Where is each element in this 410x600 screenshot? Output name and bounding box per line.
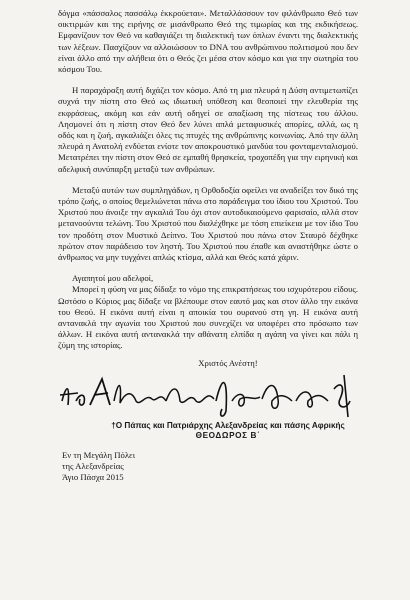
place-and-date: [62, 450, 358, 483]
letter-closing: Χριστός Ανέστη!: [198, 357, 258, 368]
place-line-3: Άγιο Πάσχα 2015: [62, 471, 124, 482]
signatory-name: ΘΕΟΔΩΡΟΣ Β΄: [195, 431, 261, 441]
place-line-2: της Αλεξανδρείας: [62, 460, 124, 471]
place-line-1: Εν τη Μεγάλη Πόλει: [62, 449, 136, 460]
handwritten-signature: [56, 371, 356, 421]
letter-greeting: Αγαπητοί μου αδελφοί,: [72, 273, 154, 284]
letter-paragraph-1: δόγμα «πάσσαλος πασσάλῳ ἐκκρούεται». Μεταλλάσσουν τον φιλάνθρωπο Θεό των οικτιρμών και της ειρήνης σε μισάνθρωπο Θεό της τιμωρίας και της εκδικήσεως. Εμφανίζουν τον Θεό να καθαγιάζει τη διαλεκτική των όπλων έναντι της διαλεκτικής των λέξεων. Πασχίζουν να αλλοιώσουν το DNA του ανθρώπινου πολιτισμού που δεν είναι άλλο από την αλήθεια ότι ο Θεός ζει μέσα στον κόσμο και για την σωτηρία του κόσμου Του.: [58, 8, 358, 75]
letter-paragraph-3: Μεταξύ αυτών των συμπληγάδων, η Ορθοδοξία οφείλει να αναδείξει τον δικό της τρόπο ζωής, ο οποίος θεμελιώνεται πάνω στο παράδειγμα του ίδιου του Χριστού. Του Χριστού που άνοιξε την αγκαλιά Του όχι στον αυτοδικαιούμενο φαρισαίο, αλλά στον μετανοούντα τελώνη. Του Χριστού που διαλέχθηκε με τόση επιείκεια με τον ίδιο Του τον προδότη στον Μυστικό Δείπνο. Του Χριστού που πάνω στον Σταυρό δέχθηκε πρώτον στον παράδεισο τον ληστή. Του Χριστού που έπαθε και αναστήθηκε ώστε ο άνθρωπος να μην τυγχάνει απλώς κτίσμα, αλλά και Θεός κατά χάριν.: [58, 184, 358, 263]
signatory-title: †Ο Πάπας και Πατριάρχης Αλεξανδρείας και πάσης Αφρικής: [111, 420, 345, 430]
letter-paragraph-2: Η παραχάραξη αυτή διχάζει τον κόσμο. Από τη μια πλευρά η Δύση αντιμετωπίζει συχνά την πίστη στο Θεό ως ιδιωτική υπόθεση και θεοποιεί την ελευθερία της εκφράσεως, ακόμη και εάν αυτή οδηγεί σε απαξίωση της πίστεως του άλλου. Λησμονεί ότι η πίστη στον Θεό δεν λύνει απλά μεταφυσικές απορίες, αλλά, ως η οδός και η ζωή, αγκαλιάζει όλες τις πτυχές της ανθρώπινης κοινωνίας. Από την άλλη πλευρά η Ανατολή ενδύεται ενίοτε τον αποκρουστικό μανδύα του φονταμενταλισμού. Μετατρέπει την πίστη στον Θεό σε εμπαθή θρησκεία, τροχοπέδη για την ειρηνική και αδελφική συνύπαρξη μεταξύ των ανθρώπων.: [58, 85, 358, 174]
letter-paragraph-final: Μπορεί η φύση να μας δίδαξε το νόμο της επικρατήσεως του ισχυρότερου είδους. Ωστόσο ο Κύριος μας δίδαξε να βλέπουμε στον εαυτό μας και στον άλλο την εικόνα του Θεού. Η εικόνα αυτή είναι η αποικία του ουρανού στη γη. Η εικόνα αυτή αντανακλά την αγωνία του Χριστού που συνεχίζει να υποφέρει στο πρόσωπο των άλλων. Η εικόνα αυτή αντανακλά την αθάνατη ελπίδα η αγάπη να γίνει και πάλι η ζύμη της ιστορίας.: [58, 284, 358, 351]
